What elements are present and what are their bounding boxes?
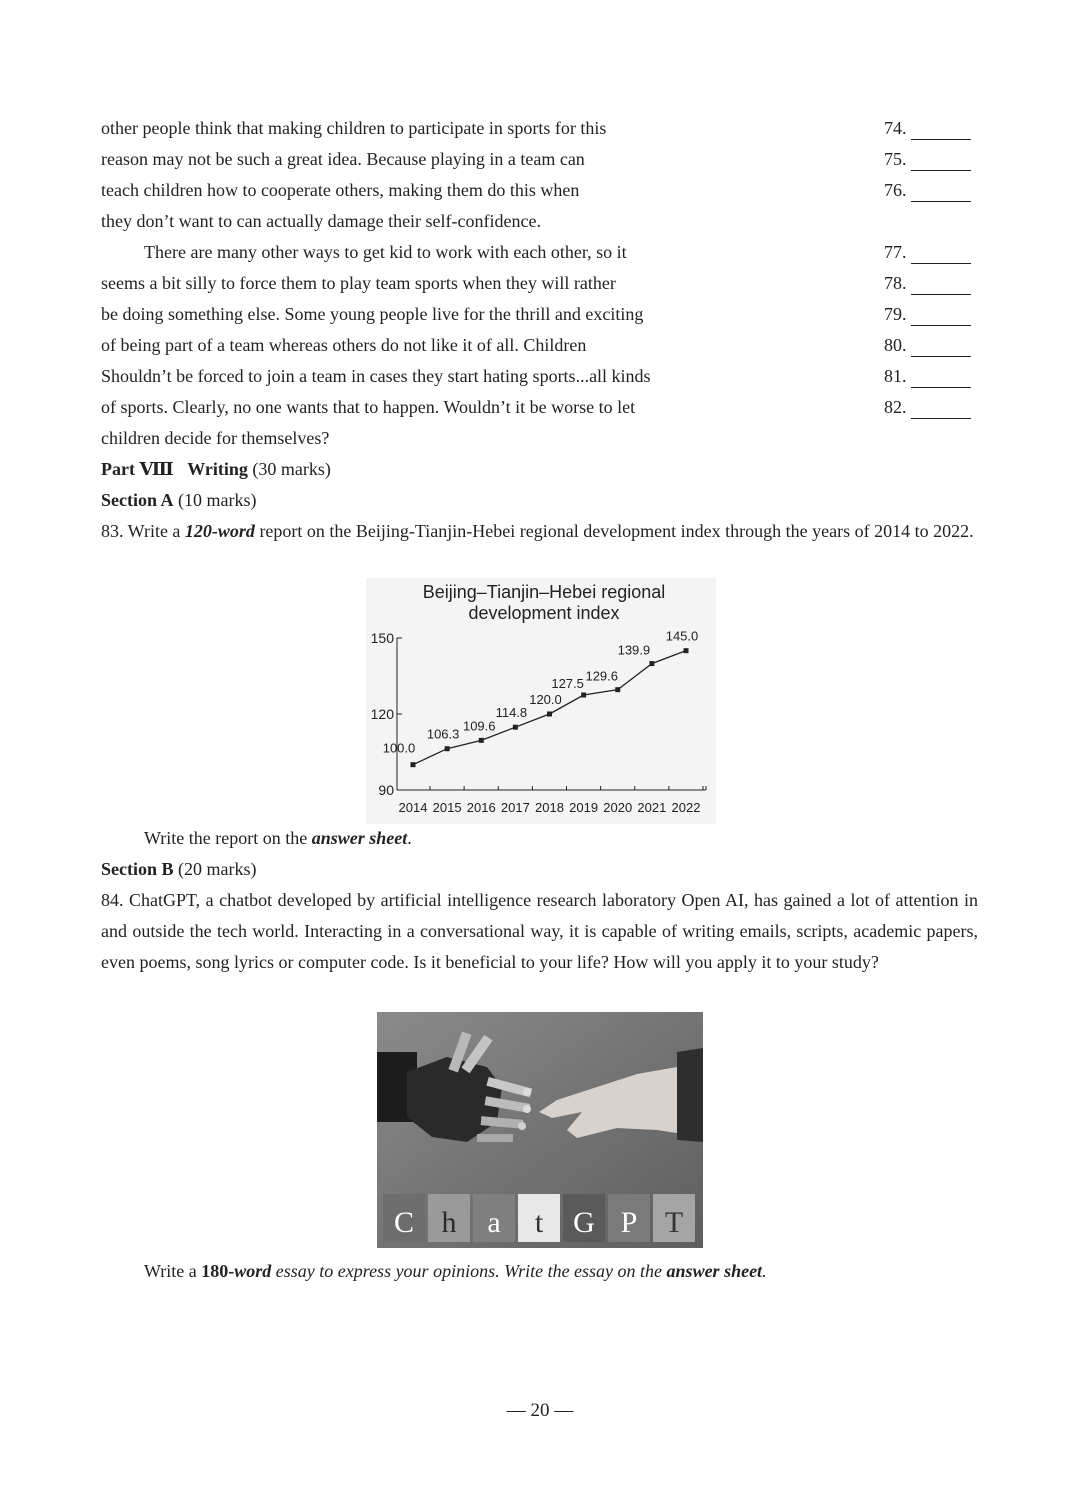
data-point	[547, 712, 552, 717]
letter-block-text: C	[393, 1206, 415, 1239]
x-tick-label: 2022	[671, 800, 701, 815]
essay-instruction-start: Write a	[144, 1261, 202, 1281]
answer-number: 80.	[884, 335, 907, 355]
passage-line: teach children how to cooperate others, making them do this when	[101, 180, 580, 200]
x-tick-label: 2019	[569, 800, 599, 815]
answer-number: 82.	[884, 397, 907, 417]
answer-slot[interactable]	[884, 271, 971, 295]
answer-number: 78.	[884, 273, 907, 293]
section-a-label: Section A	[101, 490, 174, 510]
essay-instruction-end: .	[762, 1261, 767, 1281]
data-point	[513, 725, 518, 730]
chart-title-line2: development index	[468, 603, 620, 623]
letter-block-text: G	[573, 1206, 595, 1239]
answer-slot[interactable]	[884, 395, 971, 419]
data-point	[445, 746, 450, 751]
section-b-label: Section B	[101, 859, 174, 879]
passage-line: of sports. Clearly, no one wants that to happen. Wouldn’t it be worse to let	[101, 397, 636, 417]
y-tick-label: 90	[378, 782, 394, 798]
letter-block-text: T	[664, 1206, 684, 1239]
report-instruction-end: .	[407, 828, 412, 848]
report-instruction-text: Write the report on the	[144, 828, 312, 848]
answer-blank[interactable]	[911, 243, 971, 264]
data-label: 139.9	[617, 642, 651, 658]
data-point	[479, 738, 484, 743]
x-tick-label: 2016	[466, 800, 496, 815]
answer-sheet-emphasis: answer sheet	[311, 828, 408, 848]
answer-slot[interactable]	[884, 178, 971, 202]
x-tick-label: 2017	[500, 800, 530, 815]
part-heading	[101, 457, 331, 481]
answer-blank[interactable]	[911, 274, 971, 295]
answer-blank[interactable]	[911, 119, 971, 140]
answer-number: 76.	[884, 180, 907, 200]
essay-wordcount-number: 180-	[201, 1261, 235, 1281]
answer-slot[interactable]	[884, 333, 971, 357]
data-point	[684, 648, 689, 653]
letter-block-text: t	[534, 1206, 544, 1239]
essay-instruction	[144, 1259, 767, 1283]
question-83-text: report on the Beijing-Tianjin-Hebei regional development index through the years of 2014 to 2022.	[254, 521, 974, 541]
data-label: 129.6	[585, 668, 619, 684]
letter-block-text: a	[487, 1206, 501, 1239]
question-84: 84. ChatGPT, a chatbot developed by artificial intelligence research laboratory Open AI, has gained a lot of attention in and outside the tech world. Interacting in a conversational way, it is capable of writing emails, scripts, academic papers, even poems, song lyrics or computer code. Is it beneficial to your life? How will you apply it to your study?	[101, 890, 978, 972]
photo-illustration	[377, 1012, 703, 1248]
part-title: Writing	[187, 459, 248, 479]
index-chart	[366, 578, 716, 824]
question-83-wordcount: 120-word	[184, 521, 255, 541]
question-83-prefix: 83. Write a	[101, 521, 185, 541]
x-tick-label: 2015	[432, 800, 462, 815]
letter-block-text: h	[441, 1206, 457, 1239]
data-label: 145.0	[665, 628, 699, 644]
y-tick-label: 150	[370, 630, 394, 646]
section-a-heading	[101, 488, 257, 512]
data-label: 106.3	[426, 726, 460, 742]
passage-line: seems a bit silly to force them to play team sports when they will rather	[101, 273, 616, 293]
x-tick-label: 2021	[637, 800, 667, 815]
letter-block-text: P	[620, 1206, 638, 1239]
x-tick-label: 2020	[603, 800, 633, 815]
answer-number: 75.	[884, 149, 907, 169]
passage-line: There are many other ways to get kid to work with each other, so it	[144, 242, 627, 262]
data-label: 100.0	[382, 740, 416, 756]
essay-wordcount-word: word	[234, 1261, 272, 1281]
chart-title-line1: Beijing–Tianjin–Hebei regional	[422, 582, 666, 602]
question-83	[101, 516, 978, 547]
passage-line: Shouldn’t be forced to join a team in cases they start hating sports...all kinds	[101, 366, 651, 386]
answer-blank[interactable]	[911, 367, 971, 388]
answer-blank[interactable]	[911, 398, 971, 419]
passage-line: reason may not be such a great idea. Because playing in a team can	[101, 149, 585, 169]
data-label: 114.8	[495, 705, 528, 721]
data-label: 120.0	[529, 692, 562, 707]
passage-line: of being part of a team whereas others do not like it of all. Children	[101, 335, 587, 355]
answer-number: 74.	[884, 118, 907, 138]
data-label: 127.5	[551, 676, 584, 691]
answer-number: 81.	[884, 366, 907, 386]
section-b-marks: (20 marks)	[178, 859, 257, 879]
answer-number: 79.	[884, 304, 907, 324]
answer-blank[interactable]	[911, 150, 971, 171]
answer-blank[interactable]	[911, 336, 971, 357]
answer-blank[interactable]	[911, 305, 971, 326]
page-number: — 20 —	[506, 1400, 574, 1421]
passage-line: other people think that making children to participate in sports for this	[101, 118, 607, 138]
passage-line: they don’t want to can actually damage their self-confidence.	[101, 211, 541, 231]
passage-line: be doing something else. Some young people live for the thrill and exciting	[101, 304, 644, 324]
answer-slot[interactable]	[884, 240, 971, 264]
section-b-heading	[101, 857, 257, 881]
chatgpt-blocks	[383, 1194, 695, 1242]
essay-instruction-text: essay to express your opinions. Write the essay on the	[271, 1261, 667, 1281]
answer-blank[interactable]	[911, 181, 971, 202]
chatgpt-handshake-photo	[377, 1012, 703, 1248]
data-point	[411, 762, 416, 767]
data-point	[581, 693, 586, 698]
answer-slot[interactable]	[884, 302, 971, 326]
answer-slot[interactable]	[884, 116, 971, 140]
answer-slot[interactable]	[884, 147, 971, 171]
data-label: 109.6	[462, 718, 496, 734]
index-chart-svg	[366, 578, 716, 824]
x-tick-label: 2018	[535, 800, 564, 815]
passage-line: children decide for themselves?	[101, 428, 330, 448]
part-label: Part Ⅷ	[101, 459, 174, 479]
report-instruction	[144, 826, 412, 850]
data-point	[649, 661, 654, 666]
x-tick-label: 2014	[398, 800, 428, 815]
data-point	[615, 687, 620, 692]
part-marks: (30 marks)	[252, 459, 331, 479]
essay-answer-sheet-emphasis: answer sheet	[666, 1261, 763, 1281]
answer-number: 77.	[884, 242, 907, 262]
y-tick-label: 120	[370, 706, 394, 722]
answer-slot[interactable]	[884, 364, 971, 388]
section-a-marks: (10 marks)	[178, 490, 257, 510]
